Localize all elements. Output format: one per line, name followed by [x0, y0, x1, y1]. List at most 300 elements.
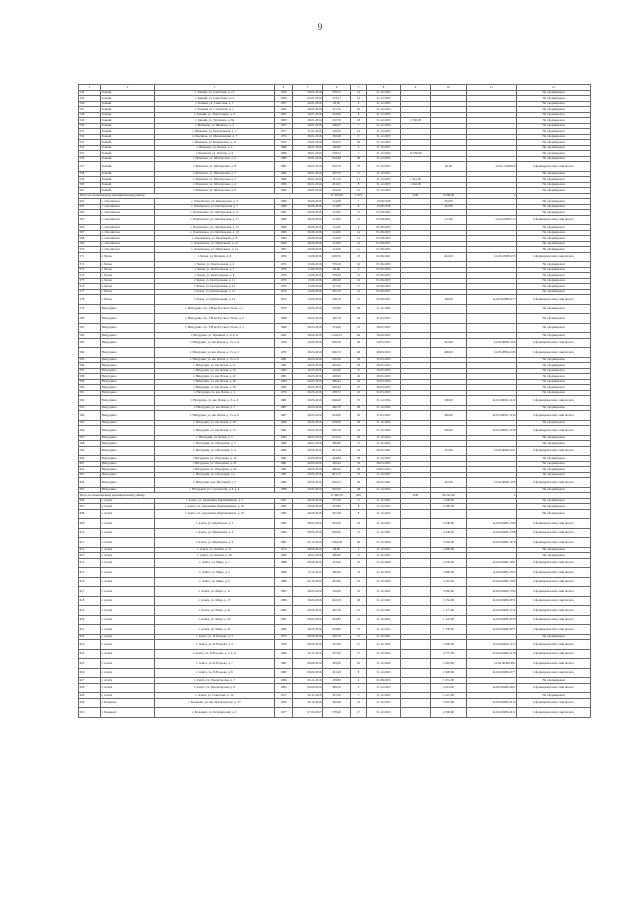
- table-cell: Сформирован или сами вплоть: [517, 478, 591, 488]
- table-cell: г. Ачита, ул. Мира, д. 6: [155, 577, 275, 587]
- table-cell: 26.05.2016: [293, 435, 323, 441]
- table-cell: 31.12.2023: [367, 156, 401, 162]
- table-cell: 5: [351, 683, 367, 693]
- table-cell: 30.05.2023: [367, 385, 401, 391]
- table-row: [79, 640, 591, 650]
- table-cell: Сформирован или сами вплоть: [517, 568, 591, 578]
- table-cell: 1981: [275, 357, 293, 363]
- table-cell: 26.05.2016: [293, 461, 323, 467]
- table-cell: 570: [79, 247, 101, 253]
- table-cell: Сформирован или сами вплоть: [517, 411, 591, 421]
- table-cell: 31: [351, 528, 367, 538]
- table-cell: 623: [79, 640, 101, 650]
- table-cell: 631: [79, 708, 101, 718]
- table-cell: 31.12.2024: [367, 441, 401, 447]
- table-cell: 26.05.2016: [293, 625, 323, 635]
- table-cell: 31.12.2023: [367, 456, 401, 462]
- table-cell: 0,00: [401, 493, 431, 499]
- table-cell: 26.05.2016: [293, 323, 323, 333]
- table-cell: г. Ачита, ул. Кирпилова, д. 2: [155, 519, 275, 529]
- table-cell: 08.09.2016: [293, 558, 323, 568]
- table-cell: 16: [351, 659, 367, 669]
- table-cell: Не сформирован: [517, 129, 591, 135]
- table-cell: Тонкий: [101, 118, 155, 124]
- table-cell: г. Шаньков, ул. Пионерская, д. 11: [155, 140, 275, 146]
- table-cell: 610: [79, 528, 101, 538]
- table-cell: Не сформирован: [517, 278, 591, 284]
- table-cell: 1960: [275, 118, 293, 124]
- table-cell: 628: [79, 683, 101, 693]
- table-cell: 31.12.2023: [367, 145, 401, 151]
- table-cell: [401, 478, 431, 488]
- table-cell: г. Бельмонт: [101, 708, 155, 718]
- table-cell: Ничурдино: [101, 396, 155, 406]
- table-cell: 14-04-00409-0176: [467, 649, 517, 659]
- table-cell: Ничурдино: [101, 487, 155, 493]
- table-cell: 31.12.2023: [367, 547, 401, 553]
- table-cell: 4: [351, 101, 367, 107]
- table-cell: 1970: [275, 390, 293, 396]
- table-cell: 1986: [275, 596, 293, 606]
- table-cell: 31.12.2022: [367, 528, 401, 538]
- table-cell: с. Ольгинское, ул. Октябрьская, д. 10: [155, 230, 275, 236]
- table-cell: 14-03-10608-279: [467, 252, 517, 262]
- table-cell: 27: [351, 385, 367, 391]
- table-cell: [401, 528, 431, 538]
- table-cell: 1957: [275, 123, 293, 129]
- table-cell: 26.05.2023: [367, 461, 401, 467]
- table-cell: Не сформирован: [517, 374, 591, 380]
- table-cell: 30.11.2016: [293, 649, 323, 659]
- table-cell: 26.05.2016: [293, 396, 323, 406]
- table-cell: 420,06: [323, 374, 351, 380]
- table-cell: 01.06.2023: [367, 262, 401, 268]
- table-cell: 31.12.2020: [367, 568, 401, 578]
- table-cell: 01.08.2023: [367, 225, 401, 231]
- table-cell: 31.12.2024: [367, 420, 401, 426]
- table-cell: 13.06.2016: [293, 267, 323, 273]
- table-cell: Тонкий: [101, 112, 155, 118]
- table-cell: Не сформирован: [517, 182, 591, 188]
- table-cell: 1970: [275, 273, 293, 279]
- table-cell: 678,00: [323, 420, 351, 426]
- table-cell: Ничурдино: [101, 368, 155, 374]
- table-cell: 25: [351, 472, 367, 478]
- table-cell: 602: [79, 467, 101, 473]
- table-cell: 589: [79, 379, 101, 385]
- table-cell: 01.08.2023: [367, 230, 401, 236]
- table-cell: 64: [351, 333, 367, 339]
- table-cell: 31.12.2023: [367, 90, 401, 96]
- table-cell: 31.12.2023: [367, 498, 401, 504]
- table-cell: 1 251,00: [431, 678, 467, 684]
- table-row: [79, 596, 591, 606]
- table-cell: г. Ачита: [101, 683, 155, 693]
- table-cell: 26.05.2023: [367, 323, 401, 333]
- table-cell: 1991: [275, 615, 293, 625]
- table-cell: 12: [351, 96, 367, 102]
- table-cell: 14: [351, 90, 367, 96]
- table-cell: 295,70: [323, 171, 351, 177]
- table-cell: 1982: [275, 519, 293, 529]
- table-cell: 8: [351, 225, 367, 231]
- column-header: 6: [323, 85, 351, 91]
- table-cell: 1986: [275, 441, 293, 447]
- table-cell: 01.06.2021: [367, 252, 401, 262]
- table-cell: г. Чехов, ул. Центральная, д. 8: [155, 273, 275, 279]
- table-cell: 579: [79, 304, 101, 314]
- table-cell: Сформирован или сами вплоть: [517, 348, 591, 358]
- table-cell: 20.01.2016: [293, 140, 323, 146]
- column-header: 3: [155, 85, 275, 91]
- table-cell: 26.06.2016: [293, 241, 323, 247]
- table-cell: 26.05.2016: [293, 420, 323, 426]
- table-cell: 562: [79, 199, 101, 205]
- table-cell: 9: [351, 134, 367, 140]
- table-cell: 26.12.2016: [293, 698, 323, 708]
- table-cell: г. Тонкий, ул. Советская, д. 13: [155, 90, 275, 96]
- table-cell: 26.06.2016: [293, 204, 323, 210]
- table-cell: 14-04-00409-1670: [467, 538, 517, 548]
- table-cell: 3 152,00: [431, 596, 467, 606]
- table-cell: 218,54: [323, 151, 351, 157]
- table-cell: 13.06.2016: [293, 273, 323, 279]
- table-cell: 26.09.2016: [293, 509, 323, 519]
- table-cell: 232,00: [431, 204, 467, 210]
- table-cell: г. Ничурдин, ул. Объездная, д. 4: [155, 446, 275, 456]
- table-cell: х: [467, 493, 517, 499]
- table-cell: 31.01.2016: [293, 129, 323, 135]
- table-cell: 551: [79, 129, 101, 135]
- table-cell: с. Ольгинское, ул. Октябрьская, д. 17: [155, 215, 275, 225]
- table-cell: 8: [351, 509, 367, 519]
- table-cell: Не сформирован: [517, 553, 591, 559]
- table-cell: г. Ничурдин, пер. Весенний, д. 5: [155, 478, 275, 488]
- table-cell: 378,40: [323, 708, 351, 718]
- table-row: [79, 215, 591, 225]
- table-cell: Не сформирован: [517, 177, 591, 183]
- table-cell: 28.05.2023: [367, 363, 401, 369]
- table-cell: 18: [351, 118, 367, 124]
- table-cell: с. Ольгинское, ул. Щербакова, д. 8: [155, 236, 275, 242]
- table-cell: 1981: [275, 426, 293, 436]
- table-cell: 69 221,29: [431, 493, 467, 499]
- table-cell: 1970: [275, 289, 293, 295]
- table-cell: 16: [351, 262, 367, 268]
- table-cell: г. Чехов: [101, 284, 155, 290]
- table-cell: Не сформирован: [517, 230, 591, 236]
- table-cell: 16: [351, 278, 367, 284]
- table-cell: 114,00: [323, 247, 351, 253]
- table-cell: Ничурдино: [101, 363, 155, 369]
- table-cell: 1 125,00: [431, 615, 467, 625]
- table-cell: Ничурдино: [101, 357, 155, 363]
- table-cell: 1 973: [351, 193, 367, 199]
- table-cell: г. Ничурдин, ул. Объездная, д. 25: [155, 461, 275, 467]
- table-cell: 29: [351, 140, 367, 146]
- table-cell: 327,20: [323, 693, 351, 699]
- table-cell: 09.01.2016: [293, 90, 323, 96]
- table-cell: 26.06.2016: [293, 247, 323, 253]
- table-cell: 8: [351, 668, 367, 678]
- table-cell: Тонкий: [101, 156, 155, 162]
- table-cell: Не сформирован: [517, 333, 591, 339]
- table-cell: 7: [351, 151, 367, 157]
- table-cell: г. Чехов, ул. Центральная, д. 11: [155, 278, 275, 284]
- table-cell: г. Ничурдин, стр. 338 кв Русского Устья, д. 1: [155, 304, 275, 314]
- table-row: [79, 615, 591, 625]
- table-cell: 31.12.2024: [367, 304, 401, 314]
- table-cell: г. Ачита, ул. Ленина, д. 11: [155, 547, 275, 553]
- table-cell: 06.05.2016: [293, 606, 323, 616]
- table-cell: Не сформирован: [517, 420, 591, 426]
- table-cell: г. Ачита: [101, 498, 155, 504]
- table-cell: 12: [351, 273, 367, 279]
- table-cell: 2 400,00: [431, 504, 467, 510]
- table-cell: 31.12.2023: [367, 509, 401, 519]
- table-cell: 96,80: [323, 547, 351, 553]
- table-cell: 9: [351, 145, 367, 151]
- table-cell: 1968: [275, 314, 293, 324]
- table-cell: 31.12.2023: [367, 504, 401, 510]
- table-cell: Сформирован или сами вплоть: [517, 558, 591, 568]
- table-cell: 26.05.2016: [293, 478, 323, 488]
- table-cell: Тонкий: [101, 129, 155, 135]
- table-row: [79, 668, 591, 678]
- table-cell: г. Ничурдин, ул. им. Ясная, д. 1: [155, 390, 275, 396]
- table-cell: 615: [79, 568, 101, 578]
- table-cell: 500,00: [431, 396, 467, 406]
- table-cell: 12 550,00: [401, 151, 431, 157]
- table-cell: 621: [79, 625, 101, 635]
- table-cell: 14-03-06091-1230: [467, 426, 517, 436]
- column-header: 12: [517, 85, 591, 91]
- table-cell: Не сформирован: [517, 441, 591, 447]
- table-cell: 01.06.2023: [367, 289, 401, 295]
- table-cell: г. Бельмонт, ул. им. Магистратова, д. 57: [155, 698, 275, 708]
- table-cell: Тонкий: [101, 151, 155, 157]
- table-cell: 306,60: [323, 568, 351, 578]
- table-cell: 594: [79, 411, 101, 421]
- table-cell: 26.05.2022: [367, 446, 401, 456]
- table-cell: с. Ольгинское, ул. Пионерская, д. 3: [155, 199, 275, 205]
- table-row: [79, 698, 591, 708]
- table-cell: 31.12.2023: [367, 96, 401, 102]
- table-cell: Не сформирован: [517, 241, 591, 247]
- table-cell: 26.05.2016: [293, 348, 323, 358]
- table-cell: г. Шаньков, ул. Чехова, д. 2: [155, 145, 275, 151]
- table-cell: 26.01.2016: [293, 101, 323, 107]
- table-cell: 15: [351, 210, 367, 216]
- table-cell: [431, 323, 467, 333]
- table-cell: Сформирован или сами вплоть: [517, 649, 591, 659]
- table-cell: 14: [351, 241, 367, 247]
- table-cell: 1981: [275, 472, 293, 478]
- table-cell: [401, 640, 431, 650]
- table-cell: 30.05.2023: [367, 379, 401, 385]
- table-cell: 31.05.2023: [367, 390, 401, 396]
- table-cell: 464,86: [323, 456, 351, 462]
- table-cell: 28.09.2023: [367, 348, 401, 358]
- table-cell: 625: [79, 659, 101, 669]
- table-cell: 29.01.2016: [293, 171, 323, 177]
- table-cell: г. Чехов, ул. Центральная, д. 7: [155, 267, 275, 273]
- table-cell: 34: [351, 461, 367, 467]
- table-cell: Сформирован или сами вплоть: [517, 587, 591, 597]
- table-cell: г. Ачита: [101, 634, 155, 640]
- table-cell: 2 007,00: [431, 698, 467, 708]
- table-cell: 1987: [275, 405, 293, 411]
- table-cell: 26.05.2016: [293, 314, 323, 324]
- table-cell: 26.05.2016: [293, 587, 323, 597]
- table-cell: [401, 668, 431, 678]
- table-cell: 580: [79, 314, 101, 324]
- table-cell: 1982: [275, 668, 293, 678]
- table-cell: Сформирован или сами вплоть: [517, 252, 591, 262]
- table-cell: г. Ничурдин, ул. им. Ясная, д. 29: [155, 385, 275, 391]
- table-cell: 22: [351, 587, 367, 597]
- table-cell: г. Ачита, ул. Академика Кирпичниковa, д. 10: [155, 509, 275, 519]
- table-cell: 1981: [275, 363, 293, 369]
- table-cell: 26.05.2016: [293, 411, 323, 421]
- table-cell: 26.11.2016: [293, 693, 323, 699]
- table-cell: 378,20: [323, 273, 351, 279]
- table-cell: г. Чехов, ул. Центральная, д. 13: [155, 289, 275, 295]
- table-cell: 31.12.2022: [367, 606, 401, 616]
- table-cell: Не сформирован: [517, 273, 591, 279]
- table-cell: г. Ничурдин, ул. Ясная, д. 5: [155, 435, 275, 441]
- table-cell: 26.05.2016: [293, 304, 323, 314]
- table-cell: 374,60: [323, 323, 351, 333]
- table-cell: 302,90: [323, 698, 351, 708]
- table-cell: 357,60: [323, 640, 351, 650]
- table-cell: 605: [79, 487, 101, 493]
- table-cell: 1960: [275, 553, 293, 559]
- table-cell: 5 094,06: [431, 538, 467, 548]
- table-cell: г. Тонкий, ул. Строителя, д. 1: [155, 107, 275, 113]
- table-row: [79, 625, 591, 635]
- table-cell: Ничурдино: [101, 304, 155, 314]
- table-cell: 190,00: [323, 145, 351, 151]
- table-cell: 14-02-124049-9: [467, 162, 517, 172]
- table-cell: Не сформирован: [517, 547, 591, 553]
- table-cell: 1970: [275, 284, 293, 290]
- table-cell: г. Ничурдин, ул. Объездная, д. 16: [155, 456, 275, 462]
- table-cell: 25: [351, 577, 367, 587]
- table-cell: 581: [79, 323, 101, 333]
- table-cell: 595: [79, 420, 101, 426]
- table-cell: Не сформирован: [517, 472, 591, 478]
- housing-registry-table: [78, 84, 591, 718]
- table-cell: [401, 509, 431, 519]
- table-cell: 30: [351, 467, 367, 473]
- table-cell: г. Чехов: [101, 252, 155, 262]
- table-cell: 266,67: [323, 123, 351, 129]
- table-cell: Сформирован или сами вплоть: [517, 606, 591, 616]
- table-cell: 1960: [275, 199, 293, 205]
- table-cell: 1964: [275, 435, 293, 441]
- table-cell: 114,00: [323, 210, 351, 216]
- table-cell: [467, 314, 517, 324]
- table-row: [79, 348, 591, 358]
- table-cell: 31.12.2023: [367, 487, 401, 493]
- table-cell: 36: [351, 435, 367, 441]
- table-cell: 14-04-00409-1768: [467, 528, 517, 538]
- table-cell: 400,00: [431, 411, 467, 421]
- table-cell: Ничурдино: [101, 314, 155, 324]
- table-cell: 311,10: [323, 107, 351, 113]
- table-cell: 31.12.2023: [367, 553, 401, 559]
- registry-body: [79, 90, 591, 717]
- table-cell: 622: [79, 634, 101, 640]
- table-cell: г. Ничурдин, ул. им. Ясная, д. 30: [155, 420, 275, 426]
- table-cell: Не сформирован: [517, 262, 591, 268]
- table-cell: 576: [79, 284, 101, 290]
- table-cell: 254,66: [323, 112, 351, 118]
- table-cell: 470,60: [323, 304, 351, 314]
- table-cell: 264,50: [323, 188, 351, 194]
- table-cell: Ничурдино: [101, 478, 155, 488]
- table-cell: 14-03-09383-15: [467, 215, 517, 225]
- table-cell: 11: [351, 177, 367, 183]
- table-cell: 624: [79, 649, 101, 659]
- table-cell: 636,25: [323, 478, 351, 488]
- table-cell: Сформирован или сами вплоть: [517, 396, 591, 406]
- table-cell: 13.06.2016: [293, 262, 323, 268]
- table-cell: 553: [79, 140, 101, 146]
- column-header: 10: [431, 85, 467, 91]
- table-cell: [401, 304, 431, 314]
- table-row: [79, 509, 591, 519]
- table-cell: 7: [351, 123, 367, 129]
- table-cell: г. Ачита, ул. Академика Кирпичниковa, д. 10: [155, 504, 275, 510]
- table-cell: 31.12.2022: [367, 587, 401, 597]
- table-cell: 564: [79, 210, 101, 216]
- table-cell: 30.01.2016: [293, 188, 323, 194]
- table-cell: 1 221,00: [431, 693, 467, 699]
- table-cell: 618: [79, 596, 101, 606]
- table-cell: Ничурдино: [101, 348, 155, 358]
- table-cell: 01.08.2023: [367, 210, 401, 216]
- table-cell: 70: [351, 396, 367, 406]
- table-cell: г. Мамонов, ул. Шахтерская, д. 7: [155, 171, 275, 177]
- table-cell: 08.05.2016: [293, 528, 323, 538]
- table-cell: 31.12.2024: [367, 659, 401, 669]
- table-cell: 596: [79, 426, 101, 436]
- table-cell: 584: [79, 348, 101, 358]
- table-cell: [401, 587, 431, 597]
- table-cell: 37: [351, 162, 367, 172]
- table-cell: 17: [351, 708, 367, 718]
- table-cell: г. Ничурдин, ул. им. Ясная, д. 21: [155, 363, 275, 369]
- table-cell: 1968: [275, 151, 293, 157]
- table-cell: [401, 625, 431, 635]
- table-cell: г. Ничурдин, ул. Объездная, д. 26: [155, 467, 275, 473]
- table-cell: 14-04-00409-1766: [467, 519, 517, 529]
- table-cell: Не сформирован: [517, 405, 591, 411]
- table-cell: 31.12.2023: [367, 107, 401, 113]
- table-cell: 563: [79, 204, 101, 210]
- table-cell: 14-03-06091-1210: [467, 396, 517, 406]
- table-cell: 281,90: [323, 577, 351, 587]
- table-cell: [401, 323, 431, 333]
- table-cell: 14-03-06094-201: [467, 446, 517, 456]
- table-cell: с. Ольгинское: [101, 210, 155, 216]
- table-cell: 965: [351, 493, 367, 499]
- table-cell: г. Ачита: [101, 625, 155, 635]
- table-cell: 60: [351, 348, 367, 358]
- table-cell: Не сформирован: [517, 123, 591, 129]
